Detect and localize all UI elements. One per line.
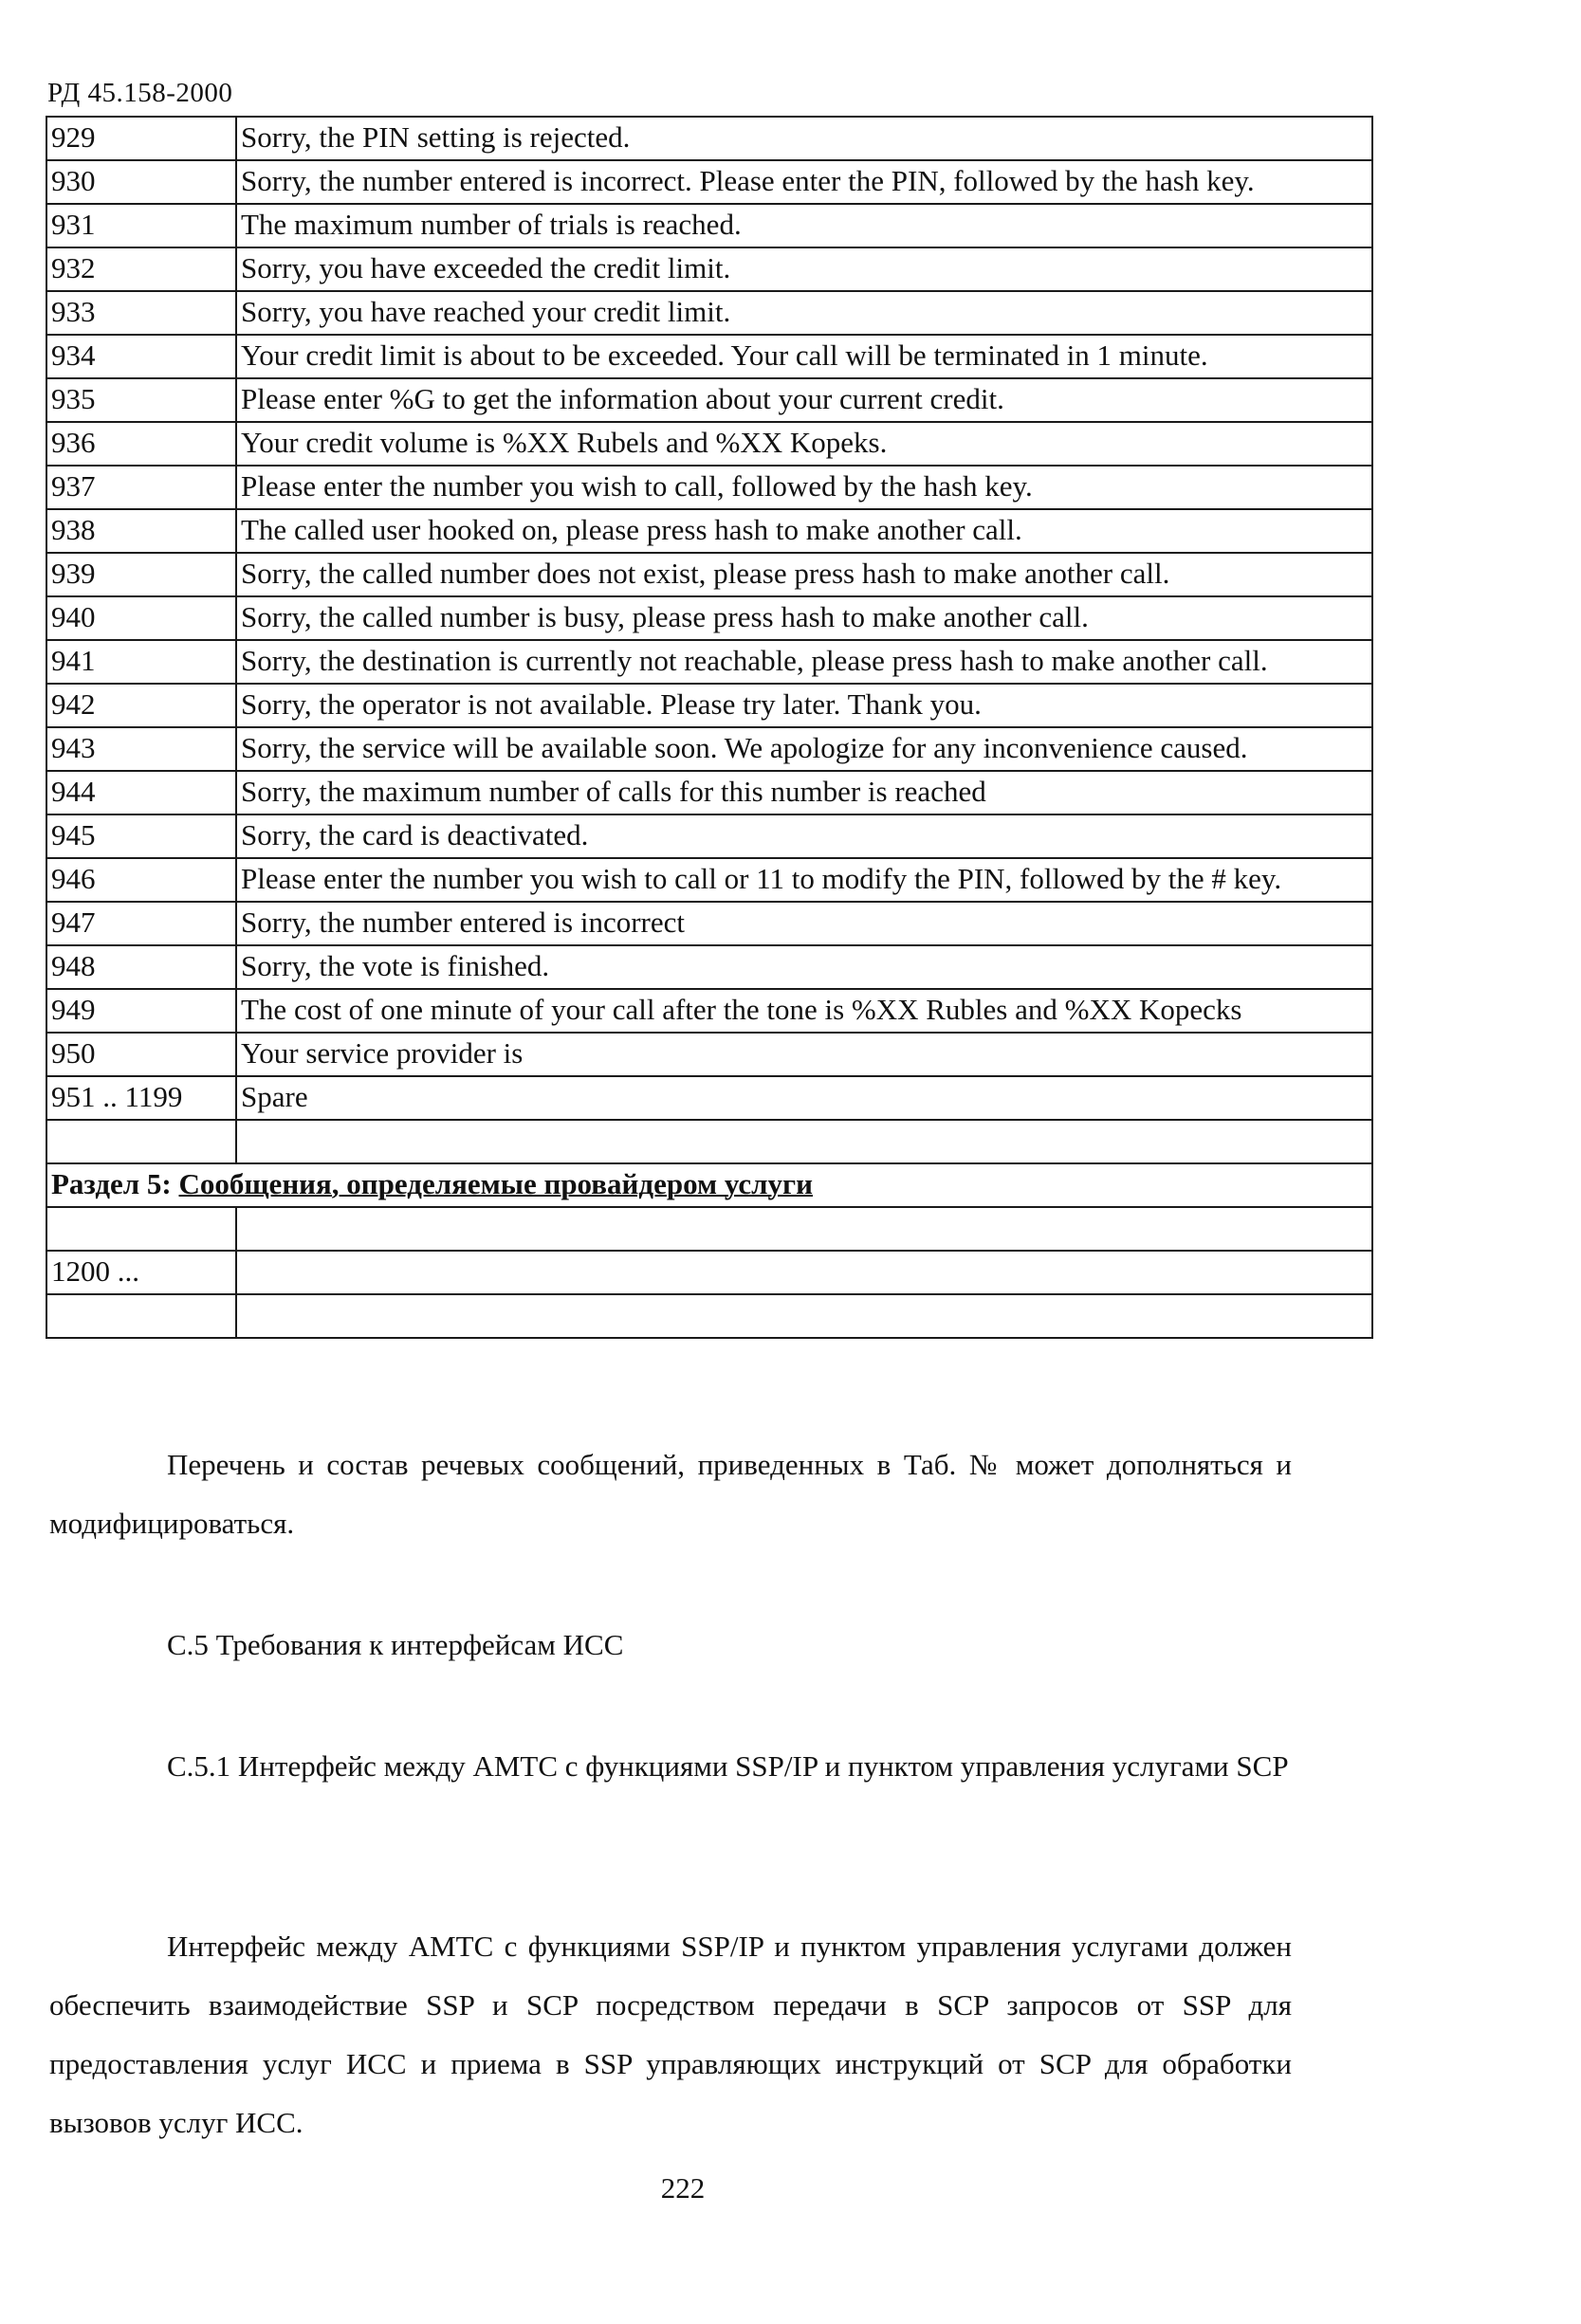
text-cell: Sorry, the number entered is incorrect xyxy=(236,902,1372,945)
text-cell: Sorry, you have exceeded the credit limit. xyxy=(236,247,1372,291)
table-row xyxy=(46,247,1372,291)
table-row xyxy=(46,335,1372,378)
voice-messages-table xyxy=(46,116,1373,1339)
text-cell: Your credit volume is %XX Rubels and %XX Kopeks. xyxy=(236,422,1372,466)
code-cell: 948 xyxy=(46,945,236,989)
table-row xyxy=(46,1251,1372,1294)
code-cell: 935 xyxy=(46,378,236,422)
text-cell: Please enter %G to get the information about your current credit. xyxy=(236,378,1372,422)
section-cell xyxy=(46,1163,1372,1207)
code-cell: 942 xyxy=(46,684,236,727)
text-cell: Sorry, you have reached your credit limit. xyxy=(236,291,1372,335)
note-paragraph: Перечень и состав речевых сообщений, приведенных в Таб. № может дополняться и модифицироваться. xyxy=(49,1448,1292,1540)
table-row xyxy=(46,902,1372,945)
code-cell: 936 xyxy=(46,422,236,466)
text-cell: Spare xyxy=(236,1076,1372,1120)
table-row xyxy=(46,640,1372,684)
table-row xyxy=(46,989,1372,1033)
code-cell: 929 xyxy=(46,117,236,160)
text-cell: Your service provider is xyxy=(236,1033,1372,1076)
code-cell: 946 xyxy=(46,858,236,902)
code-cell: 931 xyxy=(46,204,236,247)
code-cell: 940 xyxy=(46,596,236,640)
text-cell: Sorry, the vote is finished. xyxy=(236,945,1372,989)
code-cell xyxy=(46,1120,236,1163)
code-cell: 941 xyxy=(46,640,236,684)
text-cell: Please enter the number you wish to call or 11 to modify the PIN, followed by the # key. xyxy=(236,858,1372,902)
table-row xyxy=(46,204,1372,247)
table-row xyxy=(46,466,1372,509)
text-cell xyxy=(236,1251,1372,1294)
code-cell: 947 xyxy=(46,902,236,945)
code-cell: 937 xyxy=(46,466,236,509)
table-row xyxy=(46,684,1372,727)
heading-c5-1: С.5.1 Интерфейс между АМТС с функциями SSP/IP и пунктом управления услугами SCP xyxy=(167,1749,1289,1783)
code-cell: 934 xyxy=(46,335,236,378)
heading-c5: С.5 Требования к интерфейсам ИСС xyxy=(167,1628,624,1661)
table-row xyxy=(46,814,1372,858)
table-body xyxy=(46,117,1372,1120)
code-cell xyxy=(46,1207,236,1251)
table-row xyxy=(46,596,1372,640)
table-tail xyxy=(46,1120,1372,1338)
text-cell: The called user hooked on, please press hash to make another call. xyxy=(236,509,1372,553)
text-cell: Sorry, the destination is currently not reachable, please press hash to make another call. xyxy=(236,640,1372,684)
text-cell: The maximum number of trials is reached. xyxy=(236,204,1372,247)
table-row xyxy=(46,858,1372,902)
text-cell: Sorry, the called number does not exist, please press hash to make another call. xyxy=(236,553,1372,596)
text-cell: Sorry, the PIN setting is rejected. xyxy=(236,117,1372,160)
table-row xyxy=(46,553,1372,596)
text-cell: Sorry, the maximum number of calls for this number is reached xyxy=(236,771,1372,814)
text-cell: Sorry, the operator is not available. Please try later. Thank you. xyxy=(236,684,1372,727)
code-cell: 930 xyxy=(46,160,236,204)
code-cell: 932 xyxy=(46,247,236,291)
section-label: Раздел 5: xyxy=(51,1167,172,1200)
text-cell: Sorry, the card is deactivated. xyxy=(236,814,1372,858)
code-cell: 933 xyxy=(46,291,236,335)
section-row xyxy=(46,1163,1372,1207)
code-cell: 938 xyxy=(46,509,236,553)
table-row xyxy=(46,422,1372,466)
table-row xyxy=(46,1076,1372,1120)
table-row xyxy=(46,117,1372,160)
table-row xyxy=(46,1120,1372,1163)
document-id: РД 45.158-2000 xyxy=(47,78,233,108)
text-cell: Please enter the number you wish to call, followed by the hash key. xyxy=(236,466,1372,509)
code-cell: 949 xyxy=(46,989,236,1033)
table-row xyxy=(46,160,1372,204)
code-cell: 1200 ... xyxy=(46,1251,236,1294)
text-cell xyxy=(236,1207,1372,1251)
table-row xyxy=(46,771,1372,814)
section-title: Сообщения, определяемые провайдером услуги xyxy=(178,1167,813,1200)
text-cell: The cost of one minute of your call after the tone is %XX Rubles and %XX Kopecks xyxy=(236,989,1372,1033)
text-cell xyxy=(236,1294,1372,1338)
table-row xyxy=(46,1033,1372,1076)
table-row xyxy=(46,1294,1372,1338)
code-cell: 945 xyxy=(46,814,236,858)
code-cell: 939 xyxy=(46,553,236,596)
page-number: 222 xyxy=(660,2171,706,2205)
code-cell xyxy=(46,1294,236,1338)
interface-paragraph: Интерфейс между АМТС с функциями SSP/IP и пунктом управления услугами должен обеспечить взаимодействие SSP и SCP посредством передачи в SCP запросов от SSP для предоставления услуг ИСС и приема в SSP управляющих инструкций от SCP для обработки вызовов услуг ИСС. xyxy=(49,1930,1292,2139)
text-cell: Sorry, the number entered is incorrect. Please enter the PIN, followed by the hash key. xyxy=(236,160,1372,204)
code-cell: 944 xyxy=(46,771,236,814)
code-cell: 951 .. 1199 xyxy=(46,1076,236,1120)
text-cell: Your credit limit is about to be exceeded. Your call will be terminated in 1 minute. xyxy=(236,335,1372,378)
table-row xyxy=(46,378,1372,422)
text-cell xyxy=(236,1120,1372,1163)
text-cell: Sorry, the service will be available soon. We apologize for any inconvenience caused. xyxy=(236,727,1372,771)
table-row xyxy=(46,1207,1372,1251)
code-cell: 950 xyxy=(46,1033,236,1076)
table-row xyxy=(46,509,1372,553)
code-cell: 943 xyxy=(46,727,236,771)
table-row xyxy=(46,945,1372,989)
text-cell: Sorry, the called number is busy, please press hash to make another call. xyxy=(236,596,1372,640)
table-row xyxy=(46,727,1372,771)
table-row xyxy=(46,291,1372,335)
